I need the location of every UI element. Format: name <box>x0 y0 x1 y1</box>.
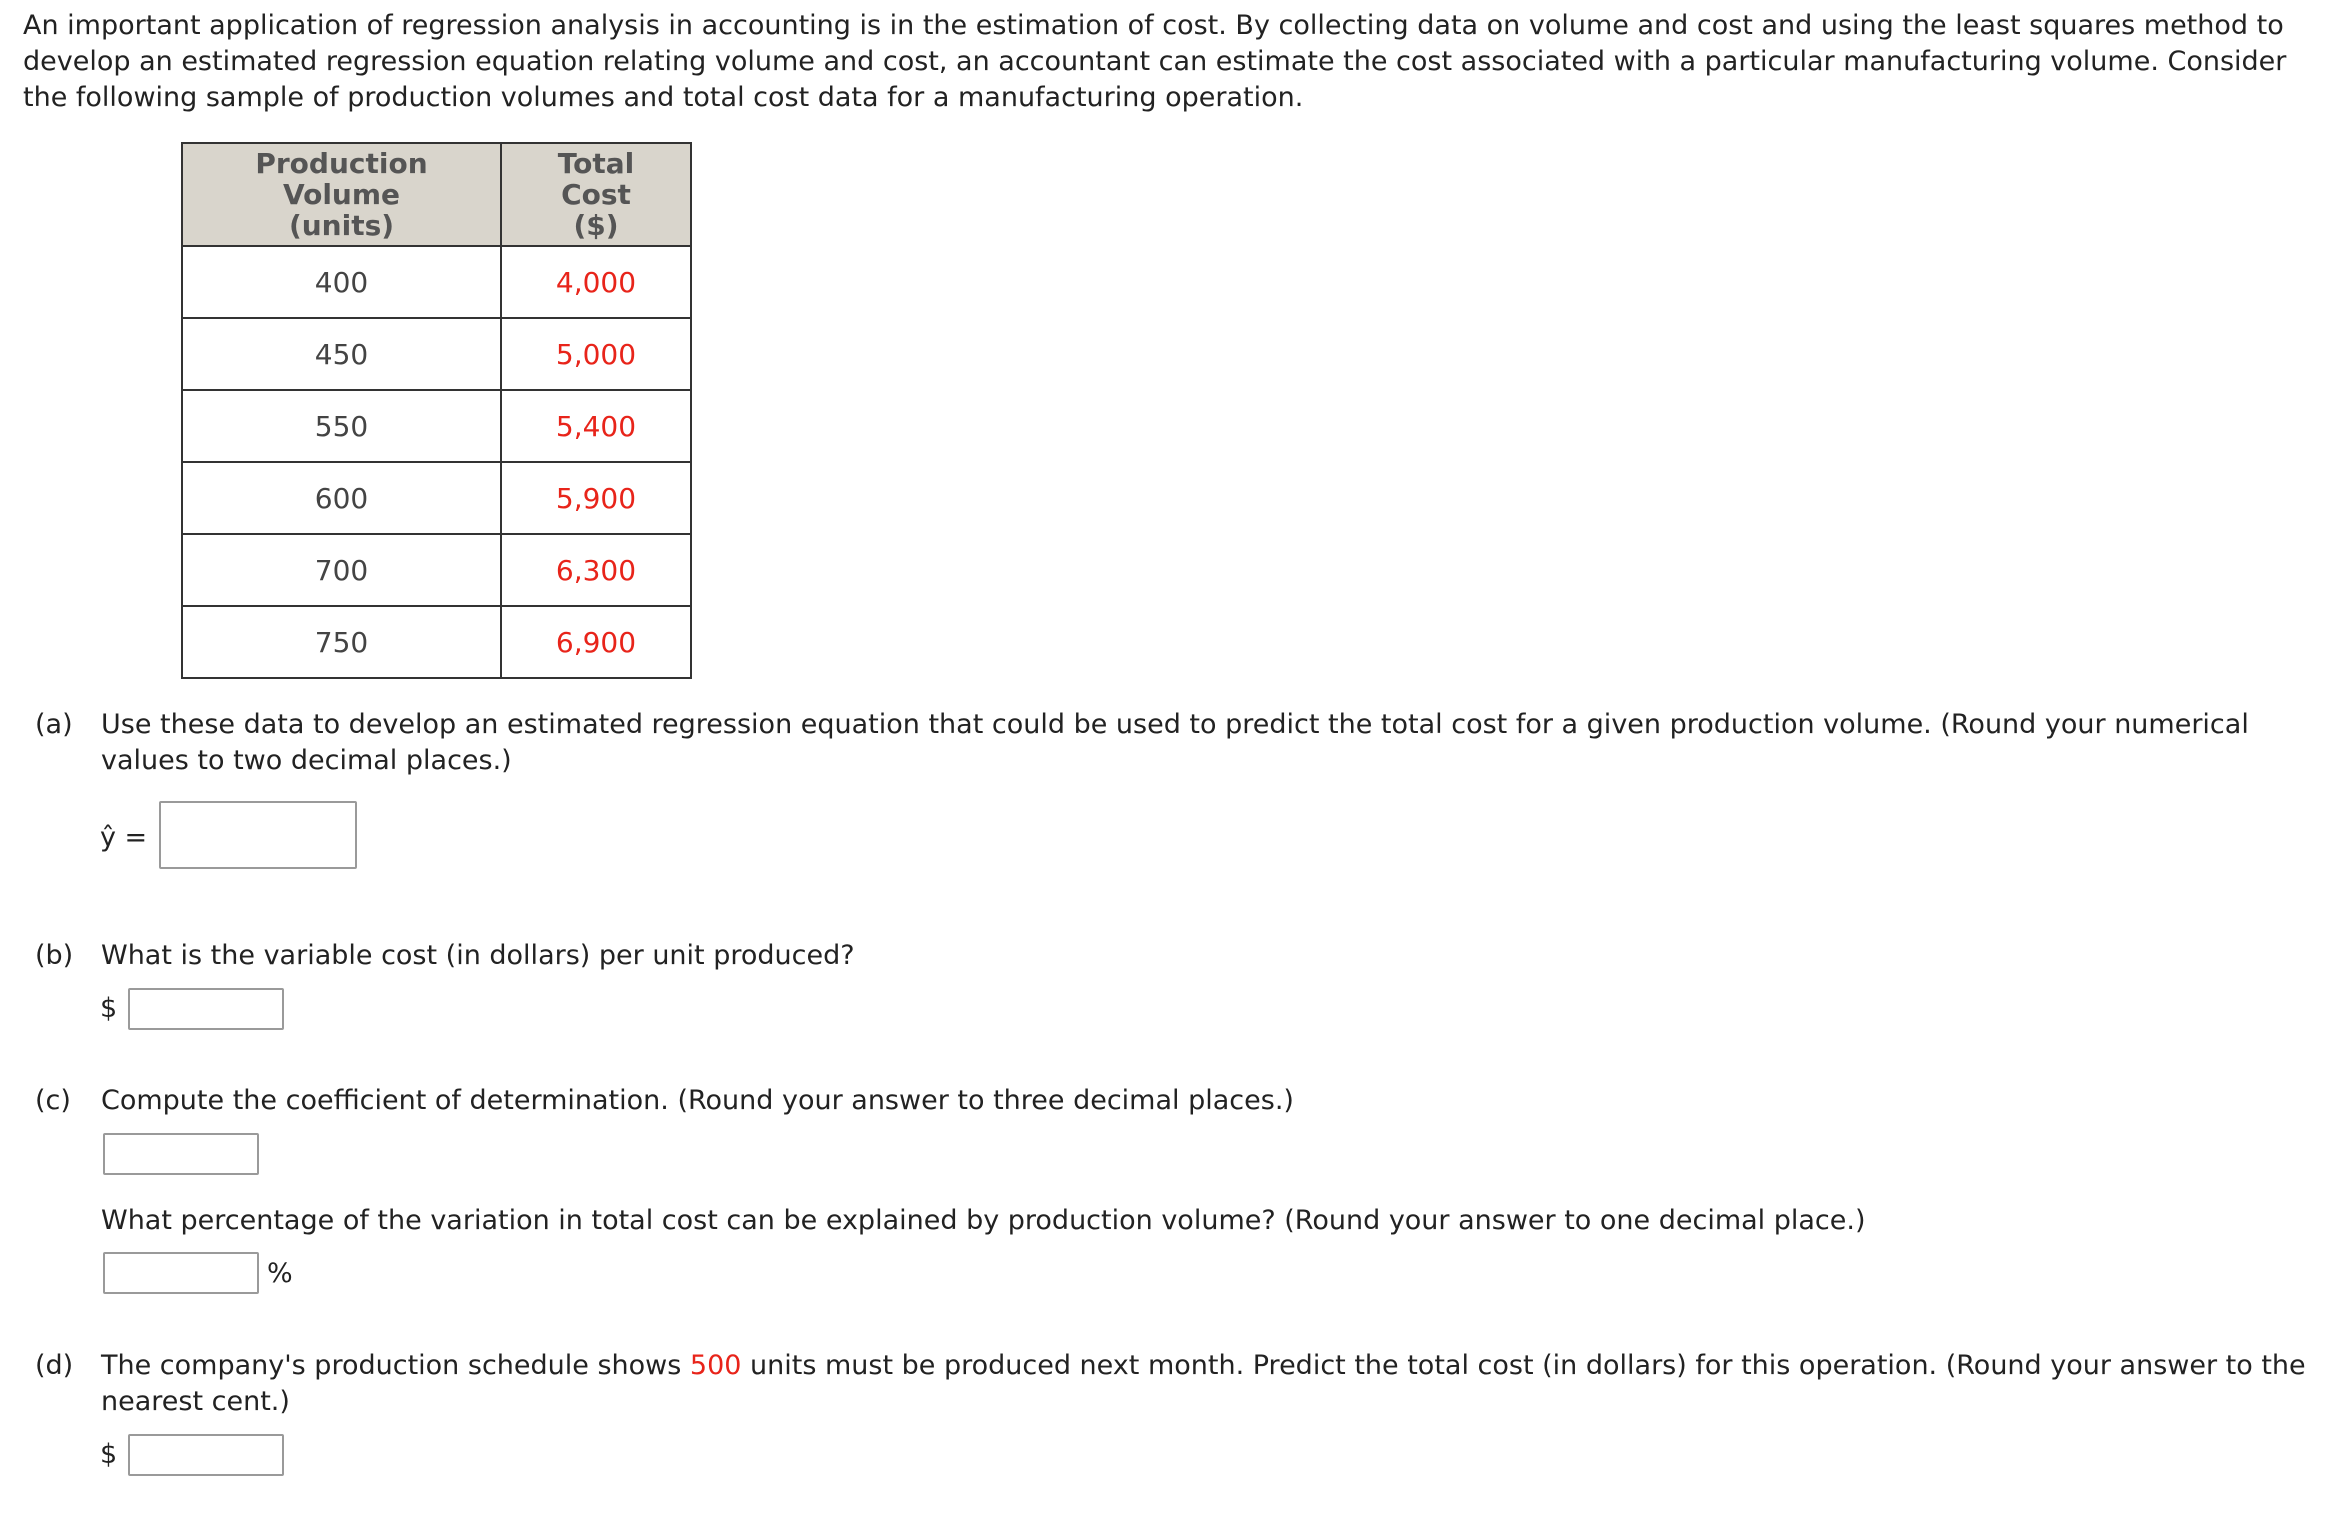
volume-cell: 700 <box>182 534 501 606</box>
production-units-highlight: 500 <box>689 1350 742 1381</box>
part-d-text <box>101 1348 2316 1420</box>
cost-cell: 4,000 <box>501 246 691 318</box>
cost-cell: 5,900 <box>501 462 691 534</box>
regression-equation-input[interactable] <box>159 801 357 869</box>
header-production-volume-line2: (units) <box>288 209 395 242</box>
part-c-followup-text: What percentage of the variation in total cost can be explained by production volume? (Round your answer to one decimal place.) <box>101 1205 1866 1236</box>
part-d-text-before: The company's production schedule shows <box>101 1350 690 1381</box>
part-d-text-after: units must be produced next month. Predict the total cost (in dollars) for this operation. (Round your answer to the nearest cent.) <box>101 1350 2306 1417</box>
part-a-text: Use these data to develop an estimated regression equation that could be used to predict the total cost for a given production volume. (Round your numerical values to two decimal places.) <box>101 709 2249 776</box>
dollar-sign-b: $ <box>100 993 118 1024</box>
cost-cell: 5,000 <box>501 318 691 390</box>
table-row <box>182 606 691 678</box>
volume-cell: 550 <box>182 390 501 462</box>
percent-sign: % <box>267 1258 293 1289</box>
table-row <box>182 390 691 462</box>
part-c-label: (c) <box>35 1085 71 1116</box>
volume-cell: 600 <box>182 462 501 534</box>
part-d-label: (d) <box>35 1350 74 1381</box>
header-total-cost <box>501 143 691 246</box>
percentage-explained-input[interactable] <box>103 1252 259 1294</box>
table-row <box>182 318 691 390</box>
data-table <box>181 142 692 679</box>
intro-paragraph: An important application of regression analysis in accounting is in the estimation of cost. By collecting data on volume and cost and using the least squares method to develop an estimated regression equation relating volume and cost, an accountant can estimate the cost associated with a particular manufacturing volume. Consider the following sample of production volumes and total cost data for a manufacturing operation. <box>23 10 2287 113</box>
part-a-label: (a) <box>35 709 73 740</box>
part-b-text: What is the variable cost (in dollars) per unit produced? <box>101 940 855 971</box>
variable-cost-input[interactable] <box>128 988 284 1030</box>
table-row <box>182 462 691 534</box>
part-c-text: Compute the coefficient of determination. (Round your answer to three decimal places.) <box>101 1085 1294 1116</box>
volume-cell: 750 <box>182 606 501 678</box>
volume-cell: 400 <box>182 246 501 318</box>
predicted-cost-input[interactable] <box>128 1434 284 1476</box>
header-total-cost-line2: ($) <box>573 209 619 242</box>
table-row <box>182 246 691 318</box>
table-header-row <box>182 143 691 246</box>
header-production-volume-line1: Production Volume <box>255 147 428 211</box>
header-production-volume <box>182 143 501 246</box>
volume-cell: 450 <box>182 318 501 390</box>
table-row <box>182 534 691 606</box>
coefficient-determination-input[interactable] <box>103 1133 259 1175</box>
cost-cell: 5,400 <box>501 390 691 462</box>
y-hat-symbol: ŷ = <box>100 822 148 853</box>
cost-cell: 6,300 <box>501 534 691 606</box>
header-total-cost-line1: Total Cost <box>557 147 635 211</box>
part-b-label: (b) <box>35 940 74 971</box>
cost-cell: 6,900 <box>501 606 691 678</box>
dollar-sign-d: $ <box>100 1439 118 1470</box>
